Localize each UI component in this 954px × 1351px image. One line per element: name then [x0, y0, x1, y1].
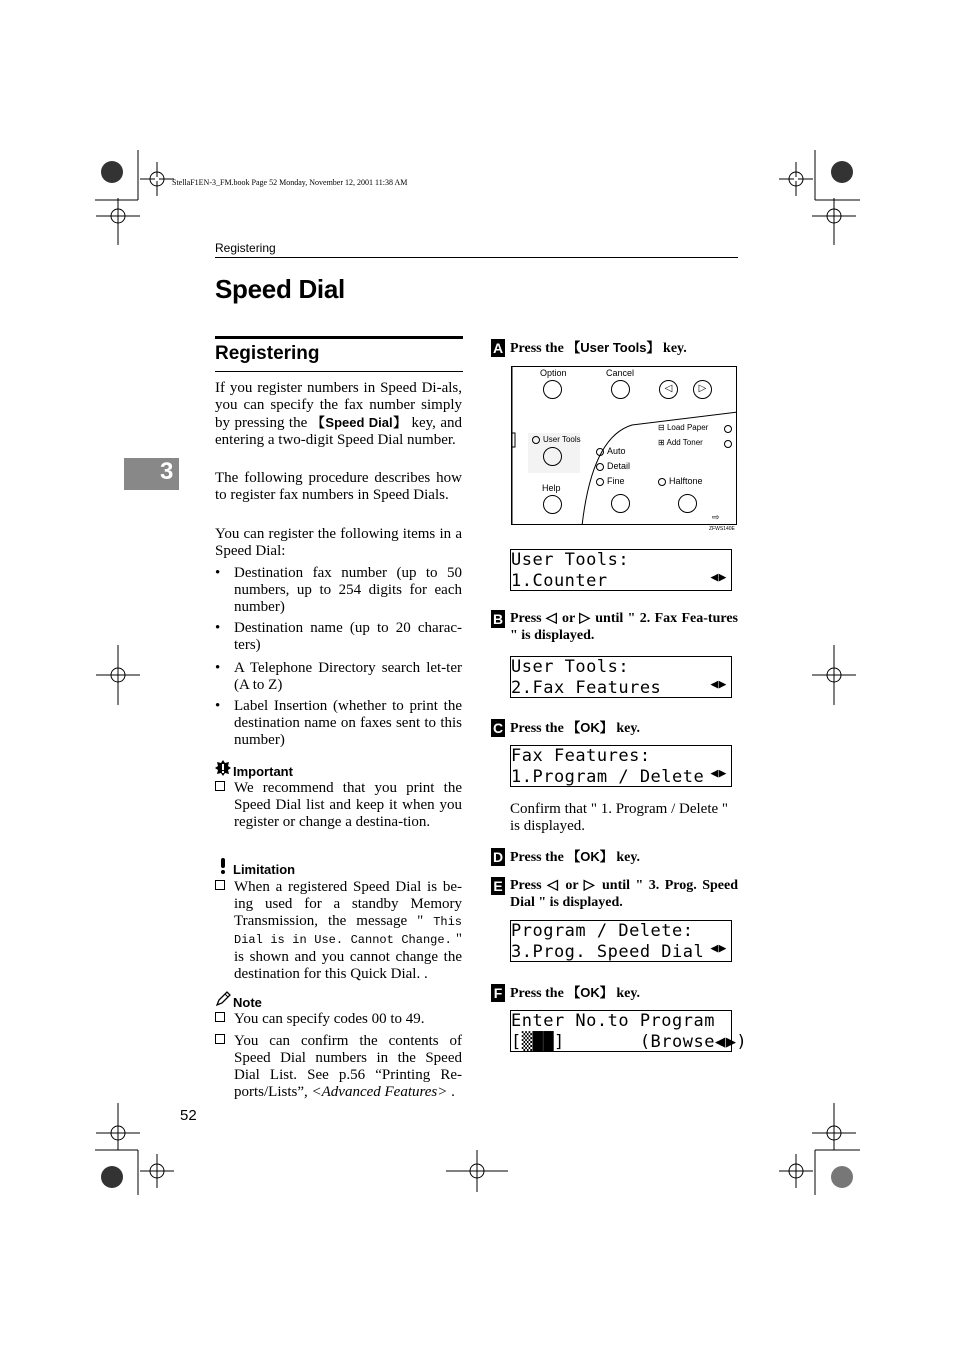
left-right-arrows-icon: ◀▶ [710, 766, 727, 781]
limitation-heading: Limitation [215, 858, 295, 877]
user-tools-key-label: 【User Tools】 [567, 340, 660, 355]
scroll-right-icon: ▷ [583, 878, 597, 893]
limitation-icon [215, 858, 231, 877]
option-label: Option [540, 368, 567, 378]
step-number: B [492, 611, 504, 627]
left-right-arrows-icon: ◀▶ [710, 677, 727, 692]
step-number: C [492, 720, 504, 736]
ok-key-label: 【OK】 [567, 985, 613, 1000]
step-number: D [492, 849, 504, 865]
ok-key-label: 【OK】 [567, 849, 613, 864]
page-title: Speed Dial [215, 274, 345, 304]
halftone-label: Halftone [658, 476, 703, 486]
load-paper-label: ⊟ Load Paper [658, 423, 709, 432]
fine-label: Fine [596, 476, 625, 486]
important-icon [215, 760, 231, 779]
note-item: You can specify codes 00 to 49. [215, 1011, 462, 1028]
page-number: 52 [180, 1107, 197, 1124]
intro-paragraph-1: If you register numbers in Speed Di-als, you can specify the fax number simply by pressing the 【Speed Dial】 key, and entering a two-digit Speed Dial number. [215, 380, 463, 448]
auto-label: Auto [596, 446, 626, 456]
note-heading: Note [215, 991, 262, 1010]
section-rule [215, 336, 463, 339]
lcd-display-1: User Tools: 1.Counter ◀▶ [510, 549, 732, 591]
step-2: B Press ◁ or ▷ until " 2. Fax Fea-tures " is displayed. [492, 611, 738, 643]
confirm-text: Confirm that " 1. Program / Delete " is displayed. [510, 801, 729, 834]
step-1: A Press the 【User Tools】 key. [492, 340, 687, 356]
note-item: You can confirm the contents of Speed Dial numbers in the Speed Dial List. See p.56 “Printing Re-ports/Lists”, <Advanced Features> . [215, 1033, 462, 1101]
indicator-led [724, 438, 735, 448]
help-label: Help [542, 483, 561, 493]
step-6: F Press the 【OK】 key. [491, 984, 738, 1002]
halftone-button [678, 494, 697, 513]
right-arrow-icon: ▷ [693, 380, 712, 399]
start-icon: ⇨ [712, 512, 720, 522]
lcd-display-5: Program / Delete: 3.Prog. Speed Dial ◀▶ [510, 920, 732, 962]
important-heading: Important [215, 760, 293, 779]
list-item: • A Telephone Directory search let-ter (A to Z) [215, 660, 462, 693]
cancel-label: Cancel [606, 368, 635, 378]
intro-paragraph-3: You can register the following items in a Speed Dial: [215, 526, 462, 559]
scroll-right-icon: ▷ [579, 611, 591, 626]
help-button [543, 495, 562, 514]
running-head: Registering [215, 241, 276, 255]
indicator-led [724, 423, 735, 433]
step-4: D Press the 【OK】 key. [492, 849, 641, 865]
important-item: We recommend that you print the Speed Dial list and keep it when you register or change a destina-tion. [215, 780, 462, 831]
option-button [543, 380, 562, 399]
figure-code: ZFWS140E [709, 526, 735, 532]
limitation-item: When a registered Speed Dial is be-ing used for a standby Memory Transmission, the message " This Dial is in Use. Cannot Change. " is shown and you cannot change the destination for this Quick Dial. . [215, 879, 462, 983]
user-tools-label: User Tools [532, 435, 581, 444]
left-arrow-icon: ◁ [659, 380, 678, 399]
speed-dial-key-label: 【Speed Dial】 [311, 415, 407, 430]
user-tools-button [543, 447, 562, 466]
lcd-display-2: User Tools: 2.Fax Features ◀▶ [510, 656, 732, 698]
section-underline [215, 371, 463, 372]
left-right-arrows-icon: ◀▶ [710, 570, 727, 585]
resolution-button [611, 494, 630, 513]
pencil-icon [215, 991, 231, 1010]
step-3: C Press the 【OK】 key. [492, 720, 641, 736]
section-title: Registering [215, 343, 320, 364]
list-item: • Destination name (up to 20 charac-ters) [215, 620, 462, 653]
cancel-button [611, 380, 630, 399]
header-rule [215, 257, 738, 258]
step-5: E Press ◁ or ▷ until " 3. Prog. Speed Dial " is displayed. [491, 877, 738, 911]
intro-paragraph-2: The following procedure describes how to register fax numbers in Speed Dials. [215, 470, 462, 503]
chapter-number: 3 [160, 458, 174, 485]
add-toner-label: ⊞ Add Toner [658, 438, 703, 447]
step-number: A [492, 340, 504, 356]
lcd-display-6: Enter No.to Program [▒██] (Browse◀▶) [511, 1011, 748, 1052]
scroll-left-icon: ◁ [545, 611, 558, 626]
step-number: E [491, 877, 505, 895]
detail-label: Detail [596, 461, 630, 471]
step-number: F [491, 984, 505, 1002]
book-info-line: StellaF1EN-3_FM.book Page 52 Monday, November 12, 2001 11:38 AM [172, 178, 408, 187]
scroll-left-icon: ◁ [547, 878, 560, 893]
list-item: • Label Insertion (whether to print the destination name on faxes sent to this number) [215, 698, 462, 748]
control-panel-illustration [511, 366, 737, 525]
ok-key-label: 【OK】 [567, 720, 613, 735]
left-right-arrows-icon: ◀▶ [710, 941, 727, 956]
list-item: • Destination fax number (up to 50 numbers, up to 254 digits for each number) [215, 565, 462, 615]
lcd-display-3: Fax Features: 1.Program / Delete ◀▶ [510, 745, 732, 787]
